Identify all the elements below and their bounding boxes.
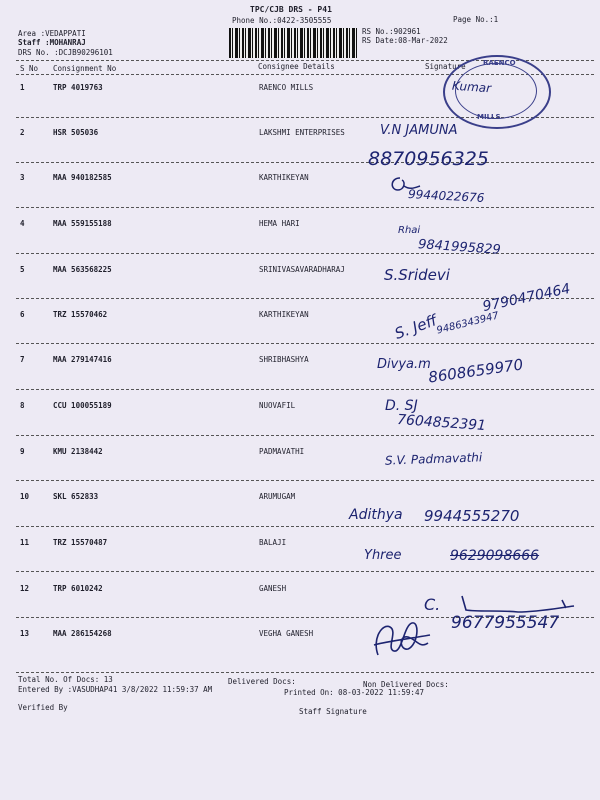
table-row [0, 310, 600, 322]
row-consignee: PADMAVATHI [259, 447, 305, 456]
row-consignment: MAA 940182585 [53, 173, 112, 182]
table-row [0, 219, 600, 231]
signature-row-7: Divya.m [377, 357, 431, 372]
stamp-text-top: RAENCO [483, 59, 516, 67]
row-consignment: MAA 286154268 [53, 629, 112, 638]
column-sno: S No [20, 64, 39, 73]
phone-row-11: 9629098666 [450, 548, 540, 564]
stamp-text-bottom: MILLS [477, 113, 501, 121]
table-row [0, 128, 600, 140]
column-consignee: Consignee Details [258, 62, 335, 71]
signature-row-5: S.Sridevi [384, 266, 450, 284]
signature-row-11: Yhree [364, 548, 402, 563]
signature-row-2: V.N JAMUNA [380, 123, 458, 138]
row-sno: 7 [20, 355, 25, 364]
row-consignment: TRZ 15570487 [53, 538, 108, 547]
column-signature: Signature [425, 62, 466, 71]
signature-row-8: D. SJ [385, 398, 418, 414]
entered-by: Entered By :VASUDHAP41 3/8/2022 11:59:37 AM [18, 685, 213, 694]
phone-row-8: 7604852391 [396, 411, 487, 435]
staff-signature: Staff Signature [299, 707, 367, 716]
row-consignment: KMU 2138442 [53, 447, 103, 456]
row-consignee: KARTHIKEYAN [259, 173, 309, 182]
signature-row-10: Adithya [349, 507, 403, 523]
page-number: Page No.:1 [453, 15, 499, 24]
row-divider [16, 389, 594, 390]
row-sno: 4 [20, 219, 25, 228]
area-label: Area :VEDAPPATI [18, 29, 86, 38]
printed-on: Printed On: 08-03-2022 11:59:47 [284, 688, 424, 697]
phone-row-5: 9790470464 [481, 280, 572, 316]
row-sno: 2 [20, 128, 25, 137]
signature-row-13 [368, 615, 438, 661]
row-consignment: SKL 652833 [53, 492, 99, 501]
phone-row-2: 8870956325 [368, 148, 489, 170]
total-docs: Total No. Of Docs: 13 [18, 675, 113, 684]
row-sno: 6 [20, 310, 25, 319]
row-consignee: ARUMUGAM [259, 492, 296, 501]
table-row [0, 447, 600, 459]
signature-row-4: Rhai [398, 225, 421, 236]
row-sno: 11 [20, 538, 30, 547]
phone-row-3: 9944022676 [407, 187, 485, 205]
row-consignment: TRZ 15570462 [53, 310, 108, 319]
phone-row-4: 9841995829 [417, 237, 502, 258]
drs-number: DRS No. :DCJB90296101 [18, 48, 113, 57]
row-consignment: MAA 279147416 [53, 355, 112, 364]
row-consignment: CCU 100055189 [53, 401, 112, 410]
row-consignee: VEGHA GANESH [259, 629, 314, 638]
row-consignee: LAKSHMI ENTERPRISES [259, 128, 345, 137]
verified-by: Verified By [18, 703, 68, 712]
row-consignee: SRINIVASAVARADHARAJ [259, 265, 345, 274]
non-delivered-docs: Non Delivered Docs: [363, 680, 449, 689]
staff-label: Staff :MOHANRAJ [18, 38, 86, 47]
row-sno: 5 [20, 265, 25, 274]
column-consignment: Consignment No [53, 64, 117, 73]
row-sno: 8 [20, 401, 25, 410]
row-consignee: BALAJI [259, 538, 287, 547]
row-divider [16, 162, 594, 163]
phone-row-13: 9677955547 [451, 613, 560, 633]
table-row [0, 492, 600, 504]
row-divider [16, 526, 594, 527]
row-divider [16, 435, 594, 436]
row-divider [16, 253, 594, 254]
row-consignment: TRP 4019763 [53, 83, 103, 92]
phone-row-7: 8608659970 [427, 355, 525, 387]
signature-row-9: S.V. Padmavathi [384, 450, 483, 468]
row-consignment: TRP 6010242 [53, 584, 103, 593]
table-row [0, 401, 600, 413]
row-sno: 12 [20, 584, 30, 593]
row-divider [16, 207, 594, 208]
phone-number: Phone No.:0422-3505555 [232, 16, 332, 25]
signature-row-12: C. [424, 595, 441, 614]
row-consignment: MAA 563568225 [53, 265, 112, 274]
row-sno: 9 [20, 447, 25, 456]
table-row [0, 173, 600, 185]
row-consignee: KARTHIKEYAN [259, 310, 309, 319]
row-consignment: HSR 505036 [53, 128, 99, 137]
phone-row-10: 9944555270 [424, 507, 520, 525]
row-divider [16, 343, 594, 344]
barcode [229, 28, 357, 58]
table-row [0, 265, 600, 277]
signature-row-6: S. Jeff [392, 311, 440, 343]
delivered-docs: Delivered Docs: [228, 677, 296, 686]
rs-date: RS Date:08-Mar-2022 [362, 36, 448, 45]
row-divider [16, 672, 594, 673]
signature-row-1: Kumar [451, 78, 492, 96]
row-consignee: GANESH [259, 584, 287, 593]
row-consignee: RAENCO MILLS [259, 83, 314, 92]
phone-row-6: 9486343947 [435, 310, 501, 337]
row-sno: 10 [20, 492, 30, 501]
row-consignee: NUOVAFIL [259, 401, 296, 410]
row-divider [16, 571, 594, 572]
row-divider [16, 480, 594, 481]
row-consignee: SHRIBHASHYA [259, 355, 309, 364]
rs-number: RS No.:902961 [362, 27, 421, 36]
row-sno: 1 [20, 83, 25, 92]
row-sno: 13 [20, 629, 30, 638]
row-consignee: HEMA HARI [259, 219, 300, 228]
document-title: TPC/CJB DRS - P41 [250, 5, 332, 14]
row-sno: 3 [20, 173, 25, 182]
row-consignment: MAA 559155188 [53, 219, 112, 228]
